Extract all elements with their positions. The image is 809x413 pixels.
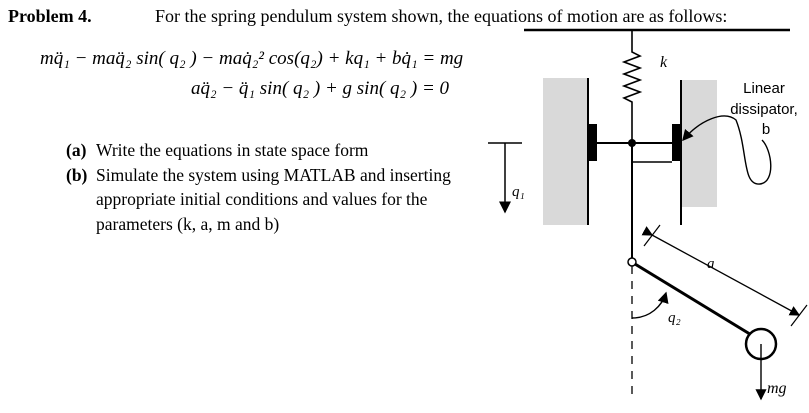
left-wall [543, 78, 588, 225]
problem-intro: For the spring pendulum system shown, the equations of motion are as follows: [155, 6, 728, 26]
dissipator-label-line-1: Linear [743, 80, 785, 97]
task-b-label: (b) [66, 164, 88, 185]
task-a-label: (a) [66, 140, 87, 160]
left-guide-block [588, 124, 597, 161]
task-b-text: Simulate the system using MATLAB and inserting appropriate initial conditions and values for the parameters (k, a, m and b) [96, 164, 451, 234]
right-guide-block [672, 124, 681, 161]
pendulum-rod [635, 264, 758, 339]
spring-label: k [660, 54, 668, 71]
length-dim-tick-bottom [791, 305, 807, 326]
length-dim-tick-top [644, 225, 660, 246]
dissipator-label-line-2: dissipator, [730, 101, 798, 118]
q2-label: q₂ [668, 310, 681, 326]
length-dimension [652, 235, 799, 315]
weight-label: mg [767, 380, 787, 397]
q1-label: q₁ [512, 184, 525, 200]
length-label: a [707, 256, 715, 272]
q2-angle-arc [632, 293, 666, 318]
equation-2: aq̈₂ − q̈₁ sin( q₂ ) + g sin( q₂ ) = 0 [191, 78, 450, 99]
problem-label: Problem 4. [8, 6, 92, 26]
dissipator-label-line-3: b [761, 121, 771, 138]
spring [624, 30, 640, 143]
right-wall [681, 80, 717, 207]
equation-1: mq̈₁ − maq̈₂ sin( q₂ ) − maq̇₂² cos(q₂) + kq₁ + bq̇₁ = mg [40, 48, 464, 69]
task-a-text: Write the equations in state space form [96, 140, 369, 160]
